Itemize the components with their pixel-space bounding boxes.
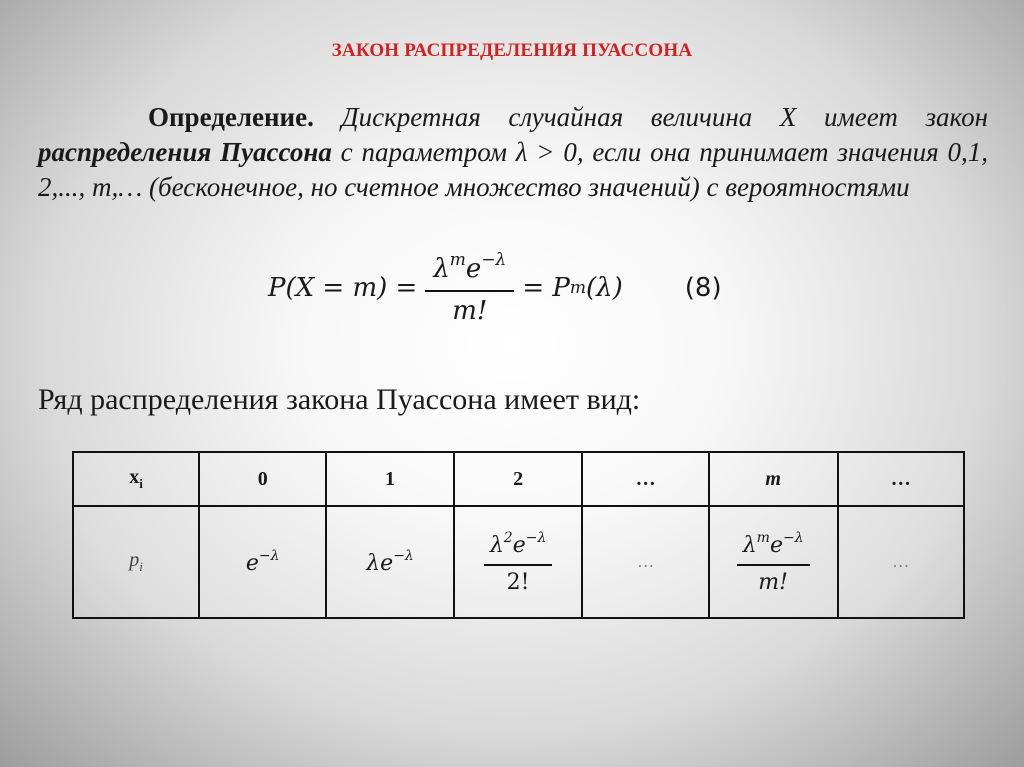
prob-cell <box>582 506 708 618</box>
xi-sub: i <box>139 476 143 491</box>
pi-base: p <box>129 549 140 571</box>
table-prob-row <box>73 506 964 618</box>
formula-numerator <box>425 250 514 290</box>
row-pi <box>73 506 199 618</box>
c4-sup2: −λ <box>782 529 804 546</box>
c4-numerator <box>737 530 810 564</box>
header-cell: 1 <box>326 452 454 506</box>
definition-paragraph <box>38 100 988 205</box>
definition-bold-term: распределения Пуассона <box>38 137 332 167</box>
formula-rhs-sub: m <box>569 278 587 298</box>
header-cell: 0 <box>199 452 326 506</box>
xi-base: x <box>129 466 140 488</box>
num-e: e <box>465 254 482 284</box>
c4-fraction <box>737 530 810 595</box>
formula-denominator: m! <box>452 296 488 326</box>
definition-text-1: Дискретная случайная величина X имеет закон <box>313 102 988 132</box>
c5-ellipsis: … <box>892 552 910 571</box>
header-cell: … <box>838 452 964 506</box>
c2-lambda: λ <box>489 532 504 558</box>
c2-numerator <box>484 530 553 564</box>
prob-cell <box>326 506 454 618</box>
header-cell: 2 <box>454 452 583 506</box>
table-header-row <box>73 452 964 506</box>
c4-denominator: m! <box>758 569 788 595</box>
c4-lambda: λ <box>742 532 757 558</box>
c2-fraction <box>484 530 553 595</box>
c2-sup: 2 <box>503 529 513 546</box>
header-xi <box>73 452 199 506</box>
c2-denominator: 2! <box>506 569 530 595</box>
c0-sup: −λ <box>258 548 280 564</box>
c1-base: λe <box>366 551 394 576</box>
prob-cell <box>709 506 838 618</box>
num-lambda: λ <box>433 254 450 284</box>
c4-e: e <box>769 532 783 558</box>
header-cell: … <box>582 452 708 506</box>
c4-sup: m <box>756 529 770 546</box>
c0-base: e <box>245 551 259 576</box>
prob-cell <box>838 506 964 618</box>
prob-cell <box>199 506 326 618</box>
c2-sup2: −λ <box>525 529 547 546</box>
equation-number: (8) <box>684 273 722 303</box>
formula-rhs-suffix: (λ) <box>586 273 623 303</box>
definition-text-2: с параметром λ > 0, если она принимает значения 0,1, 2,..., m,… (бесконечное, но счетное множество значений) с вероятностями <box>38 137 989 202</box>
c3-ellipsis: … <box>637 552 655 571</box>
c1-sup: −λ <box>393 548 414 564</box>
formula-rhs-prefix: = P <box>522 273 570 303</box>
poisson-formula <box>268 250 722 326</box>
distribution-table <box>72 451 965 619</box>
formula-lhs: P(X = m) = <box>268 273 418 303</box>
definition-lead: Определение. <box>148 102 314 132</box>
c2-e: e <box>512 532 526 558</box>
prob-cell <box>454 506 583 618</box>
slide-title: ЗАКОН РАСПРЕДЕЛЕНИЯ ПУАССОНА <box>331 40 693 61</box>
series-label: Ряд распределения закона Пуассона имеет вид: <box>38 383 641 416</box>
formula-fraction <box>425 250 514 326</box>
num-sup-exp: −λ <box>481 250 507 270</box>
num-sup-m: m <box>449 250 466 270</box>
pi-sub: i <box>139 559 143 574</box>
header-cell: m <box>709 452 838 506</box>
